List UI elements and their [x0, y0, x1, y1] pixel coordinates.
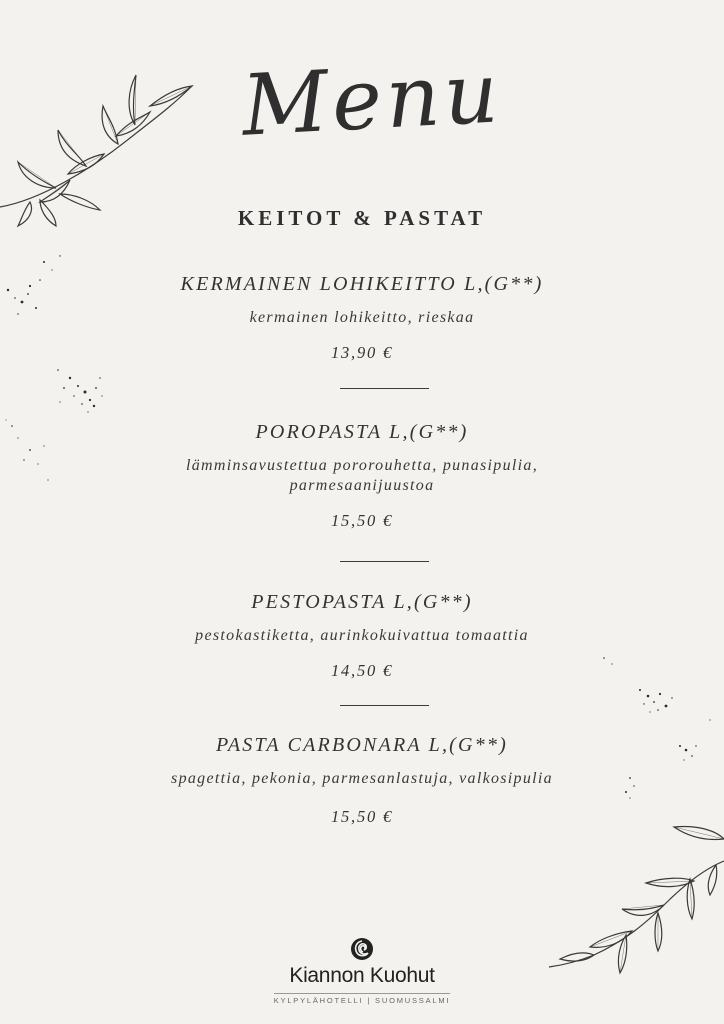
dish-description — [0, 456, 724, 496]
menu-item — [0, 273, 724, 363]
dish-name: KERMAINEN LOHIKEITTO L,(G**) — [180, 273, 544, 295]
dish-name: POROPASTA L,(G**) — [255, 421, 469, 443]
section-heading: KEITOT & PASTAT — [237, 206, 487, 230]
menu-item — [0, 591, 724, 681]
dish-name: PESTOPASTA L,(G**) — [251, 591, 473, 613]
dish-description-line: parmesaanijuustoa — [289, 477, 435, 494]
logo-subtitle: KYLPYLÄHOTELLI | SUOMUSSALMI — [274, 993, 451, 1005]
dish-description: spagettia, pekonia, parmesanlastuja, valkosipulia — [171, 770, 553, 787]
dish-price: 14,50 € — [330, 661, 394, 680]
dish-description-line: lämminsavustettua pororouhetta, punasipulia, — [185, 457, 538, 474]
menu-item — [0, 421, 724, 531]
dish-price: 13,90 € — [330, 343, 394, 362]
dish-price: 15,50 € — [330, 807, 394, 826]
dish-description: kermainen lohikeitto, rieskaa — [249, 309, 475, 326]
divider — [340, 388, 429, 389]
divider — [340, 561, 429, 562]
menu-title-text: Menu — [239, 43, 505, 155]
divider — [340, 705, 429, 706]
dish-price: 15,50 € — [330, 511, 394, 530]
brand-logo — [0, 936, 724, 1007]
logo-name: Kiannon Kuohut — [289, 964, 435, 987]
dish-name: PASTA CARBONARA L,(G**) — [216, 734, 508, 756]
menu-item — [0, 734, 724, 827]
kiannon-kuohut-logo-icon — [349, 936, 375, 962]
dish-description: pestokastiketta, aurinkokuivattua tomaattia — [195, 627, 529, 644]
